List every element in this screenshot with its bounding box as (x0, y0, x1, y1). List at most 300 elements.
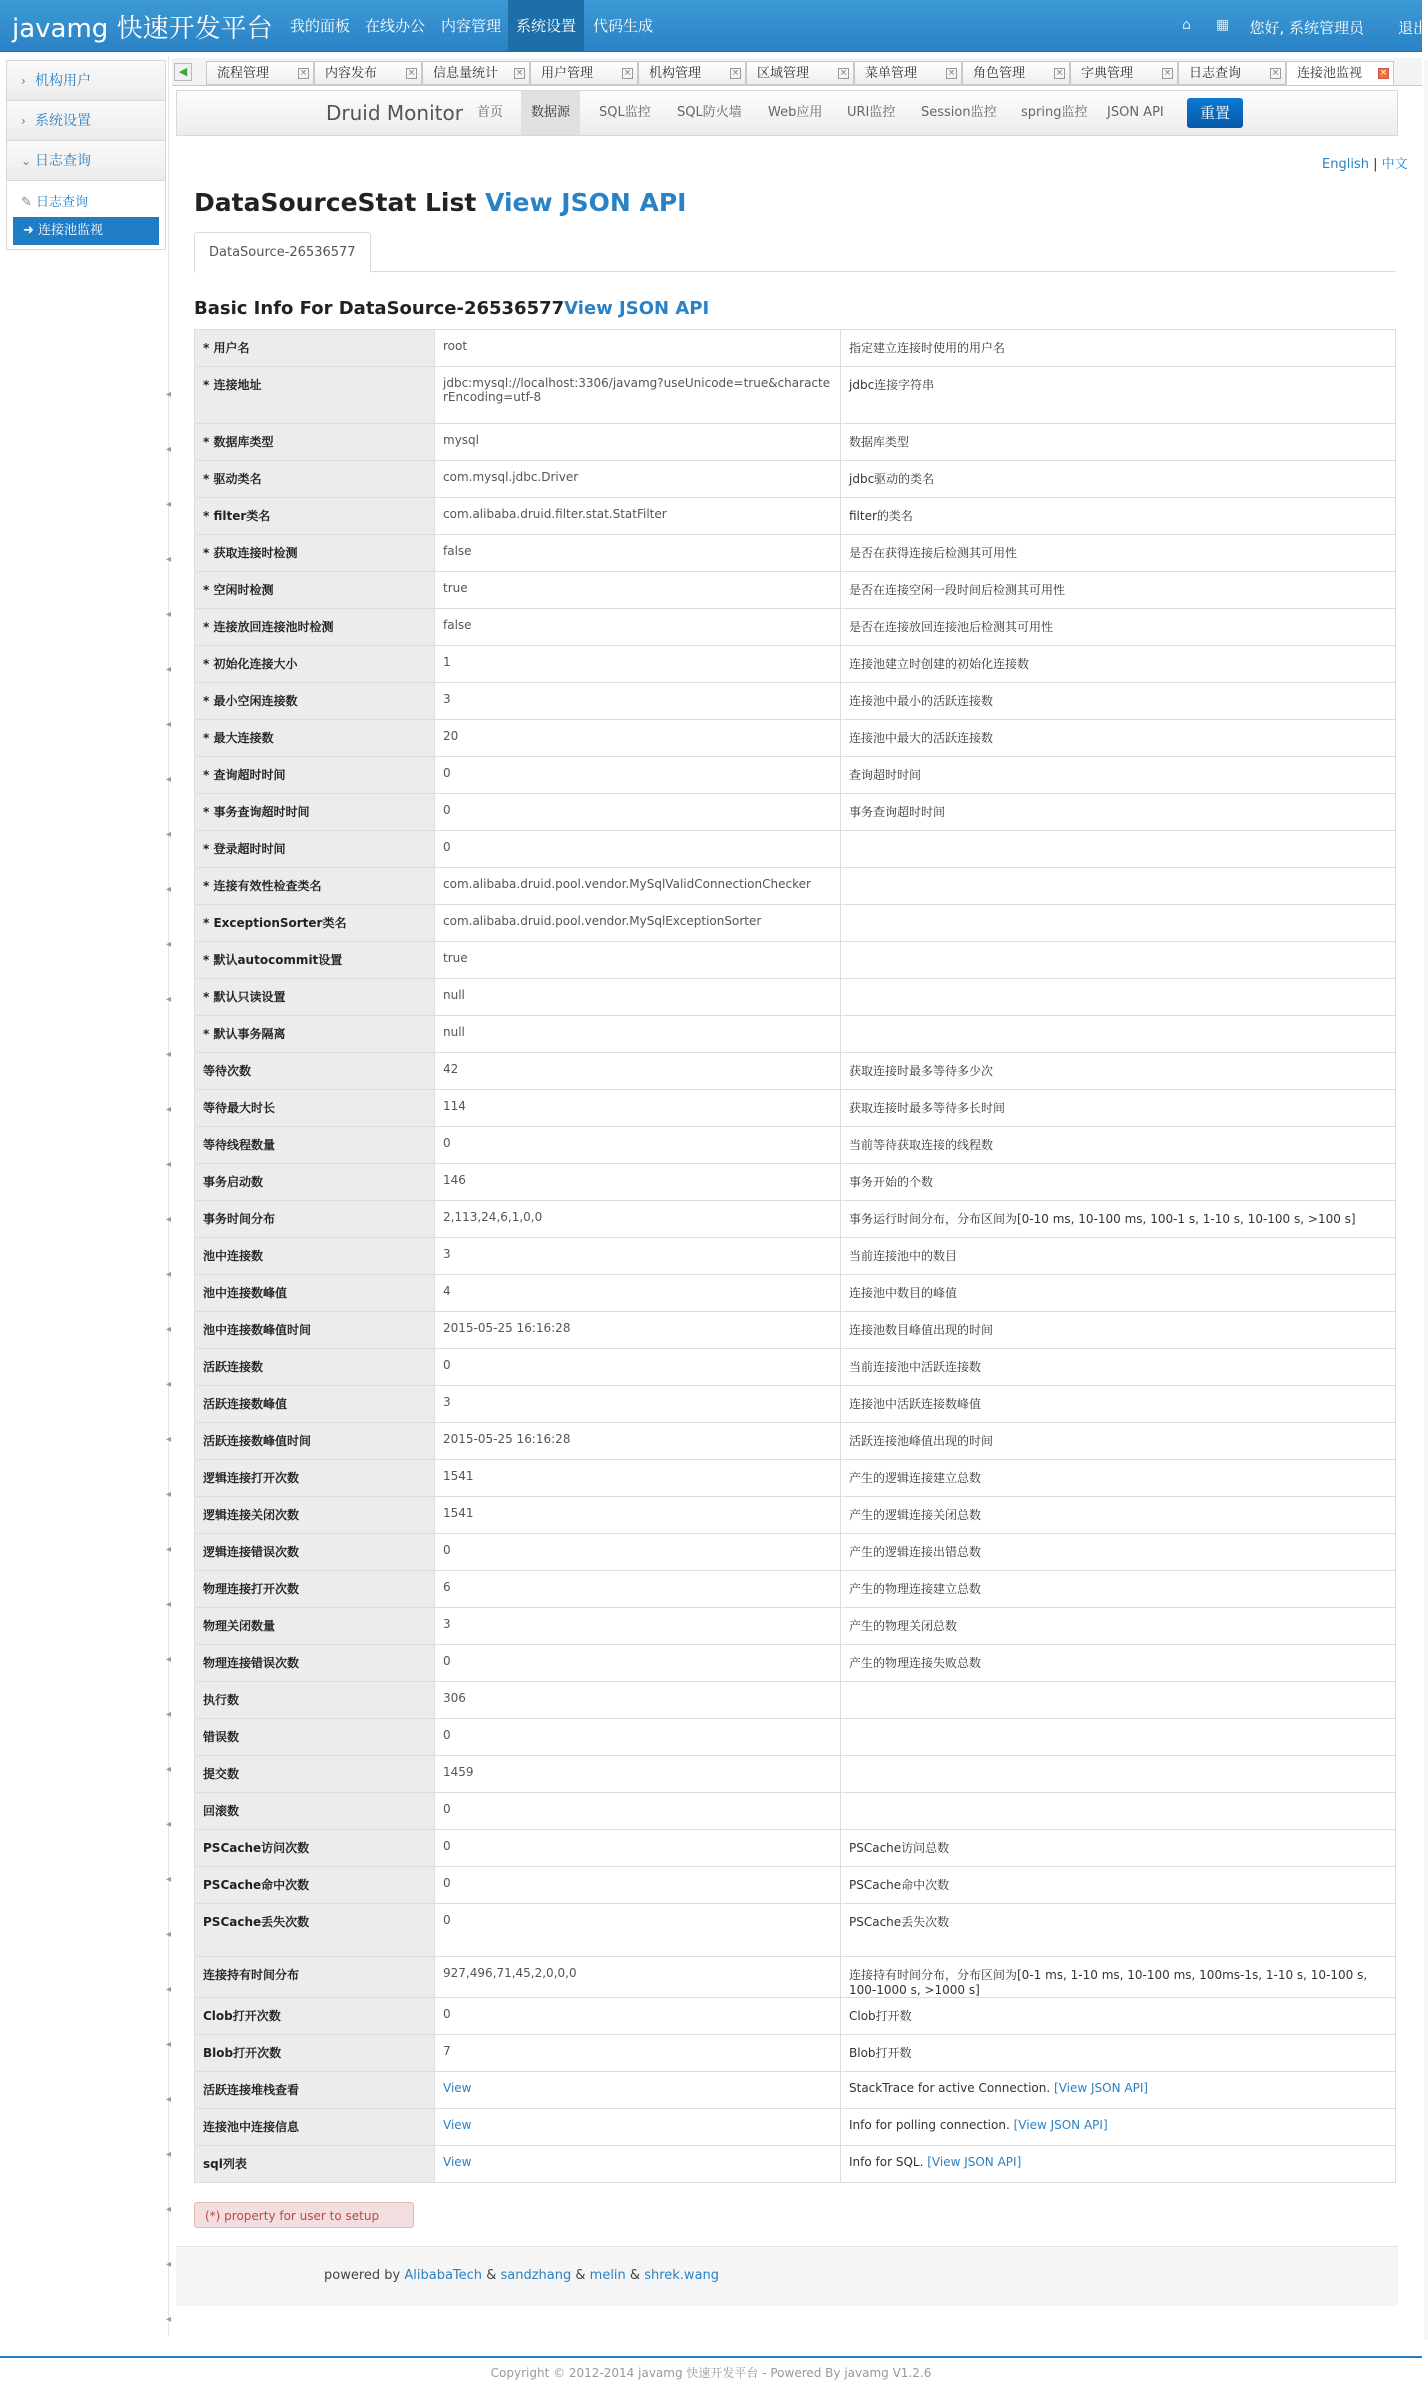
row-description (841, 1830, 1396, 1867)
author-link[interactable]: melin (589, 2268, 626, 2283)
table-row (195, 831, 1396, 868)
row-description-text: jdbc连接字符串 (849, 378, 935, 392)
row-value: 0 (435, 1534, 841, 1571)
tab-scroll-left-icon[interactable]: ◀ (174, 63, 192, 81)
amp: & (629, 2268, 641, 2283)
collapse-marker-icon: ◂ (166, 444, 172, 455)
row-description (841, 1312, 1396, 1349)
author-link[interactable]: sandzhang (500, 2268, 572, 2283)
tab-info-stats[interactable] (422, 61, 530, 85)
table-row (195, 572, 1396, 609)
row-name: sql列表 (195, 2146, 435, 2183)
close-icon[interactable]: × (299, 68, 308, 78)
collapse-marker-icon: ◂ (166, 2094, 172, 2105)
row-name: PSCache丢失次数 (195, 1904, 435, 1957)
row-description (841, 1053, 1396, 1090)
row-value: 2,113,24,6,1,0,0 (435, 1201, 841, 1238)
tab-content-publish[interactable] (314, 61, 422, 85)
collapse-marker-icon: ◂ (166, 1709, 172, 1720)
row-description (841, 1497, 1396, 1534)
row-name: * 用户名 (195, 330, 435, 367)
topnav-system-settings[interactable]: 系统设置 (508, 0, 584, 52)
table-row (195, 720, 1396, 757)
row-value: 306 (435, 1682, 841, 1719)
tab-label: 菜单管理 (865, 66, 918, 81)
desc-json-link[interactable]: [View JSON API] (927, 2155, 1022, 2169)
druid-title[interactable]: Druid Monitor (326, 101, 463, 125)
row-description (841, 1793, 1396, 1830)
row-description-text: 产生的逻辑连接关闭总数 (849, 1508, 982, 1522)
amp: & (575, 2268, 586, 2283)
table-row (195, 794, 1396, 831)
tab-label: 区域管理 (757, 66, 810, 81)
row-value: 0 (435, 1127, 841, 1164)
row-name: 池中连接数 (195, 1238, 435, 1275)
row-description (841, 794, 1396, 831)
row-description (841, 1127, 1396, 1164)
row-name: 逻辑连接打开次数 (195, 1460, 435, 1497)
row-description (841, 831, 1396, 868)
row-description (841, 1756, 1396, 1793)
collapse-marker-icon: ◂ (166, 884, 172, 895)
row-name: 逻辑连接错误次数 (195, 1534, 435, 1571)
topnav-content[interactable]: 内容管理 (441, 17, 502, 35)
row-name: * 连接地址 (195, 367, 435, 424)
row-description-text: 产生的物理连接建立总数 (849, 1582, 982, 1596)
row-name: 连接池中连接信息 (195, 2109, 435, 2146)
row-name: * 最大连接数 (195, 720, 435, 757)
row-value: 2015-05-25 16:16:28 (435, 1423, 841, 1460)
table-row (195, 1497, 1396, 1534)
sidebar-item-label: 系统设置 (35, 113, 91, 129)
topnav-dashboard[interactable]: 我的面板 (290, 17, 351, 35)
row-description (841, 905, 1396, 942)
row-value: 0 (435, 1867, 841, 1904)
row-description (841, 1904, 1396, 1957)
tab-datasource[interactable]: DataSource-26536577 (194, 232, 371, 273)
row-description-text: PSCache丢失次数 (849, 1915, 950, 1929)
collapse-marker-icon: ◂ (166, 939, 172, 950)
close-icon[interactable]: × (407, 68, 416, 78)
close-icon[interactable]: × (731, 68, 740, 78)
row-value (435, 2109, 841, 2146)
table-row (195, 535, 1396, 572)
view-link[interactable]: View (443, 2081, 472, 2095)
row-description (841, 367, 1396, 424)
row-value: 0 (435, 831, 841, 868)
table-row (195, 1957, 1396, 1998)
row-description (841, 720, 1396, 757)
row-description-text: 当前连接池中活跃连接数 (849, 1360, 982, 1374)
sidebar-sub-log-query[interactable] (7, 189, 165, 217)
collapse-marker-icon: ◂ (166, 774, 172, 785)
row-value: true (435, 572, 841, 609)
table-row (195, 1016, 1396, 1053)
table-row (195, 1682, 1396, 1719)
row-description (841, 1867, 1396, 1904)
sidebar-item-log-query[interactable] (7, 141, 165, 181)
collapse-marker-icon: ◂ (166, 1379, 172, 1390)
tab-strip (172, 58, 1422, 86)
row-value: 1541 (435, 1460, 841, 1497)
row-description-text: 连接持有时间分布，分布区间为[0-1 ms, 1-10 ms, 10-100 ms, 100ms-1s, 1-10 s, 10-100 s, 100-1000 s, >1000 s] (849, 1968, 1368, 1997)
druid-nav-json-api[interactable]: JSON API (1107, 105, 1164, 120)
collapse-marker-icon: ◂ (166, 994, 172, 1005)
tab-label: 内容发布 (325, 66, 378, 81)
row-name: * 默认只读设置 (195, 979, 435, 1016)
table-row (195, 868, 1396, 905)
tab-org-manage[interactable] (638, 61, 746, 85)
table-row (195, 1349, 1396, 1386)
row-description-text: 连接池建立时创建的初始化连接数 (849, 657, 1030, 671)
druid-nav-spring[interactable]: spring监控 (1021, 105, 1088, 120)
lang-english-link[interactable]: English (1322, 157, 1369, 172)
row-description (841, 1682, 1396, 1719)
druid-nav-webapp[interactable]: Web应用 (768, 105, 823, 120)
row-description-text: 产生的物理连接失败总数 (849, 1656, 982, 1670)
desc-json-link[interactable]: [View JSON API] (1054, 2081, 1149, 2095)
row-value: com.alibaba.druid.filter.stat.StatFilter (435, 498, 841, 535)
row-name: * 默认autocommit设置 (195, 942, 435, 979)
chevron-right-icon: › (21, 74, 26, 88)
row-value: 42 (435, 1053, 841, 1090)
row-name: 池中连接数峰值时间 (195, 1312, 435, 1349)
collapse-marker-icon: ◂ (166, 829, 172, 840)
row-description-text: 是否在连接空闲一段时间后检测其可用性 (849, 583, 1066, 597)
table-row (195, 461, 1396, 498)
sidebar-sub-pool-monitor[interactable] (13, 217, 159, 245)
table-row (195, 942, 1396, 979)
druid-nav-home[interactable]: 首页 (477, 105, 504, 120)
row-description (841, 1164, 1396, 1201)
row-value: false (435, 609, 841, 646)
row-value: 114 (435, 1090, 841, 1127)
row-value: 0 (435, 1830, 841, 1867)
row-name: 物理关闭数量 (195, 1608, 435, 1645)
collapse-marker-icon: ◂ (166, 2039, 172, 2050)
reset-button[interactable]: 重置 (1187, 98, 1243, 128)
row-value: true (435, 942, 841, 979)
row-value: null (435, 1016, 841, 1053)
basic-info-title-text: Basic Info For DataSource-26536577 (194, 298, 565, 319)
collapse-marker-icon: ◂ (166, 609, 172, 620)
page-title (194, 188, 686, 217)
app-brand[interactable]: javamg 快速开发平台 (12, 14, 273, 44)
home-icon[interactable]: ⌂ (1182, 17, 1191, 33)
tab-role-manage[interactable] (962, 61, 1070, 85)
row-description (841, 330, 1396, 367)
row-name: 事务启动数 (195, 1164, 435, 1201)
table-row (195, 367, 1396, 424)
table-row (195, 330, 1396, 367)
tab-area-manage[interactable] (746, 61, 854, 85)
sidebar-item-org-users[interactable] (7, 61, 165, 101)
row-description (841, 1719, 1396, 1756)
row-description-text: 产生的物理关闭总数 (849, 1619, 958, 1633)
row-description-text: Info for SQL. (849, 2155, 924, 2169)
row-value: 4 (435, 1275, 841, 1312)
tab-workflow[interactable] (206, 61, 314, 85)
row-name: 活跃连接堆栈查看 (195, 2072, 435, 2109)
row-value: 7 (435, 2035, 841, 2072)
row-description-text: 连接池中最大的活跃连接数 (849, 731, 994, 745)
sidebar-sub-label: 日志查询 (36, 195, 89, 210)
sidebar-item-system-settings[interactable] (7, 101, 165, 141)
author-link[interactable]: shrek.wang (644, 2268, 720, 2283)
table-row (195, 1571, 1396, 1608)
collapse-marker-icon: ◂ (166, 1764, 172, 1775)
collapse-marker-icon: ◂ (166, 499, 172, 510)
row-value: com.alibaba.druid.pool.vendor.MySqlExceptionSorter (435, 905, 841, 942)
row-description-text: PSCache访问总数 (849, 1841, 950, 1855)
collapse-marker-icon: ◂ (166, 1214, 172, 1225)
row-value: jdbc:mysql://localhost:3306/javamg?useUnicode=true&characterEncoding=utf-8 (435, 367, 841, 424)
row-value: 20 (435, 720, 841, 757)
table-row (195, 757, 1396, 794)
row-name: * 空闲时检测 (195, 572, 435, 609)
collapse-marker-icon: ◂ (166, 664, 172, 675)
amp: & (486, 2268, 497, 2283)
topnav-office[interactable]: 在线办公 (365, 17, 426, 35)
row-name: 活跃连接数峰值时间 (195, 1423, 435, 1460)
row-description (841, 1275, 1396, 1312)
collapse-marker-icon: ◂ (166, 1049, 172, 1060)
table-row (195, 1756, 1396, 1793)
close-icon[interactable]: × (1163, 68, 1172, 78)
close-icon[interactable]: × (1055, 68, 1064, 78)
table-row (195, 1275, 1396, 1312)
tab-label: 信息量统计 (433, 66, 499, 81)
row-description (841, 1386, 1396, 1423)
row-description-text: 连接池中最小的活跃连接数 (849, 694, 994, 708)
row-name: * 查询超时时间 (195, 757, 435, 794)
table-row (195, 979, 1396, 1016)
row-name: PSCache访问次数 (195, 1830, 435, 1867)
row-description-text: 是否在连接放回连接池后检测其可用性 (849, 620, 1054, 634)
collapse-marker-icon: ◂ (166, 1269, 172, 1280)
tab-label: 用户管理 (541, 66, 594, 81)
row-description (841, 1534, 1396, 1571)
row-description-text: jdbc驱动的类名 (849, 472, 935, 486)
row-value: 0 (435, 1349, 841, 1386)
row-description-text: Blob打开数 (849, 2046, 912, 2060)
druid-nav-sql[interactable]: SQL监控 (599, 105, 651, 120)
row-value: 3 (435, 1386, 841, 1423)
table-row (195, 1238, 1396, 1275)
chevron-down-icon: ⌄ (21, 154, 32, 168)
row-description (841, 1957, 1396, 1998)
powered-by-label: powered by (324, 2268, 401, 2283)
collapse-marker-icon: ◂ (166, 1819, 172, 1830)
row-value: 6 (435, 1571, 841, 1608)
row-value: 0 (435, 1998, 841, 2035)
druid-nav-uri[interactable]: URI监控 (847, 105, 896, 120)
druid-navbar (176, 90, 1398, 136)
close-icon[interactable]: × (1271, 68, 1280, 78)
scrollbar[interactable] (1424, 60, 1428, 2340)
row-value: 1541 (435, 1497, 841, 1534)
bottom-rule (0, 2356, 1422, 2358)
sidebar-item-label: 机构用户 (35, 73, 91, 89)
row-value: 3 (435, 1238, 841, 1275)
row-description (841, 757, 1396, 794)
row-name: * 初始化连接大小 (195, 646, 435, 683)
datasource-tabs (194, 232, 1396, 272)
row-description (841, 1201, 1396, 1238)
row-description-text: 当前连接池中的数目 (849, 1249, 958, 1263)
view-json-api-link[interactable]: View JSON API (485, 188, 687, 217)
view-link[interactable]: View (443, 2118, 472, 2132)
row-value: 1459 (435, 1756, 841, 1793)
tab-label: 机构管理 (649, 66, 702, 81)
grid-icon[interactable]: ▦ (1216, 17, 1230, 33)
row-description (841, 683, 1396, 720)
tab-label: 日志查询 (1189, 66, 1242, 81)
row-description-text: 指定建立连接时使用的用户名 (849, 341, 1006, 355)
druid-nav-firewall[interactable]: SQL防火墙 (677, 105, 742, 120)
author-link[interactable]: AlibabaTech (404, 2268, 483, 2283)
table-row (195, 1053, 1396, 1090)
row-value: 0 (435, 794, 841, 831)
row-description-text: 产生的逻辑连接建立总数 (849, 1471, 982, 1485)
close-icon[interactable]: × (1379, 68, 1388, 78)
row-value: mysql (435, 424, 841, 461)
row-description-text: 产生的逻辑连接出错总数 (849, 1545, 982, 1559)
tab-menu-manage[interactable] (854, 61, 962, 85)
close-icon[interactable]: × (947, 68, 956, 78)
collapse-marker-icon: ◂ (166, 1599, 172, 1610)
row-value (435, 2146, 841, 2183)
tab-user-manage[interactable] (530, 61, 638, 85)
row-description (841, 1423, 1396, 1460)
row-description-text: 查询超时时间 (849, 768, 922, 782)
lang-separator: | (1373, 157, 1378, 172)
collapse-marker-icon: ◂ (166, 2149, 172, 2160)
row-description (841, 461, 1396, 498)
row-description (841, 1016, 1396, 1053)
collapse-marker-icon: ◂ (166, 1489, 172, 1500)
row-description (841, 609, 1396, 646)
druid-nav-session[interactable]: Session监控 (921, 105, 997, 120)
lang-chinese-link[interactable]: 中文 (1381, 157, 1408, 172)
row-name: 事务时间分布 (195, 1201, 435, 1238)
row-name: 活跃连接数峰值 (195, 1386, 435, 1423)
row-description (841, 1090, 1396, 1127)
row-name: * 最小空闲连接数 (195, 683, 435, 720)
row-description-text: 事务查询超时时间 (849, 805, 946, 819)
row-name: Blob打开次数 (195, 2035, 435, 2072)
table-row (195, 498, 1396, 535)
row-value: 3 (435, 1608, 841, 1645)
table-row (195, 2072, 1396, 2109)
row-name: Clob打开次数 (195, 1998, 435, 2035)
tab-label: 字典管理 (1081, 66, 1134, 81)
table-row (195, 1312, 1396, 1349)
chevron-right-icon: › (21, 114, 26, 128)
row-description (841, 942, 1396, 979)
collapse-marker-icon: ◂ (166, 1929, 172, 1940)
close-icon[interactable]: × (623, 68, 632, 78)
basic-info-table (194, 329, 1396, 2183)
row-name: 池中连接数峰值 (195, 1275, 435, 1312)
table-row (195, 2146, 1396, 2183)
topnav-codegen[interactable]: 代码生成 (593, 17, 654, 35)
table-row (195, 1201, 1396, 1238)
row-description-text: Clob打开数 (849, 2009, 912, 2023)
table-row (195, 609, 1396, 646)
row-description (841, 868, 1396, 905)
collapse-marker-icon: ◂ (166, 1104, 172, 1115)
row-description (841, 2109, 1396, 2146)
close-icon[interactable]: × (515, 68, 524, 78)
row-description-text: 连接池中数目的峰值 (849, 1286, 958, 1300)
druid-nav-datasource[interactable]: 数据源 (521, 91, 580, 135)
collapse-marker-icon: ◂ (166, 1159, 172, 1170)
collapse-marker-icon: ◂ (166, 1544, 172, 1555)
row-name: * 连接放回连接池时检测 (195, 609, 435, 646)
row-description (841, 1571, 1396, 1608)
row-description (841, 1998, 1396, 2035)
collapse-marker-icon: ◂ (166, 1654, 172, 1665)
tab-dict-manage[interactable] (1070, 61, 1178, 85)
table-row (195, 1423, 1396, 1460)
table-row (195, 1164, 1396, 1201)
sidebar-item-label: 日志查询 (35, 153, 91, 169)
tab-pool-monitor[interactable] (1286, 61, 1394, 85)
row-description-text: filter的类名 (849, 509, 913, 523)
row-name: * 获取连接时检测 (195, 535, 435, 572)
table-row (195, 1460, 1396, 1497)
table-row (195, 1830, 1396, 1867)
row-value: root (435, 330, 841, 367)
table-row (195, 1719, 1396, 1756)
row-description (841, 572, 1396, 609)
row-description-text: 连接池数目峰值出现的时间 (849, 1323, 994, 1337)
view-link[interactable]: View (443, 2155, 472, 2169)
table-row (195, 1608, 1396, 1645)
row-name: 错误数 (195, 1719, 435, 1756)
basic-info-json-link[interactable]: View JSON API (564, 298, 710, 319)
close-icon[interactable]: × (839, 68, 848, 78)
row-name: * 登录超时时间 (195, 831, 435, 868)
tab-log-query[interactable] (1178, 61, 1286, 85)
row-value: null (435, 979, 841, 1016)
row-description (841, 1645, 1396, 1682)
row-description (841, 1349, 1396, 1386)
row-description-text: 获取连接时最多等待多少次 (849, 1064, 994, 1078)
row-name: * 连接有效性检查类名 (195, 868, 435, 905)
row-name: * 默认事务隔离 (195, 1016, 435, 1053)
logout-link[interactable]: 退出 (1398, 19, 1428, 37)
arrow-circle-icon: ➜ (23, 223, 39, 238)
row-name: PSCache命中次数 (195, 1867, 435, 1904)
row-value: 1 (435, 646, 841, 683)
table-row (195, 1793, 1396, 1830)
row-value: 0 (435, 1645, 841, 1682)
language-switch (1322, 153, 1408, 172)
row-description-text: Info for polling connection. (849, 2118, 1010, 2132)
top-bar (0, 0, 1428, 52)
page-title-text: DataSourceStat List (194, 188, 477, 217)
row-name: * 事务查询超时时间 (195, 794, 435, 831)
row-value: 0 (435, 1793, 841, 1830)
row-value: 0 (435, 757, 841, 794)
row-name: 活跃连接数 (195, 1349, 435, 1386)
row-description-text: StackTrace for active Connection. (849, 2081, 1051, 2095)
desc-json-link[interactable]: [View JSON API] (1013, 2118, 1108, 2132)
row-name: 回滚数 (195, 1793, 435, 1830)
row-description (841, 2146, 1396, 2183)
